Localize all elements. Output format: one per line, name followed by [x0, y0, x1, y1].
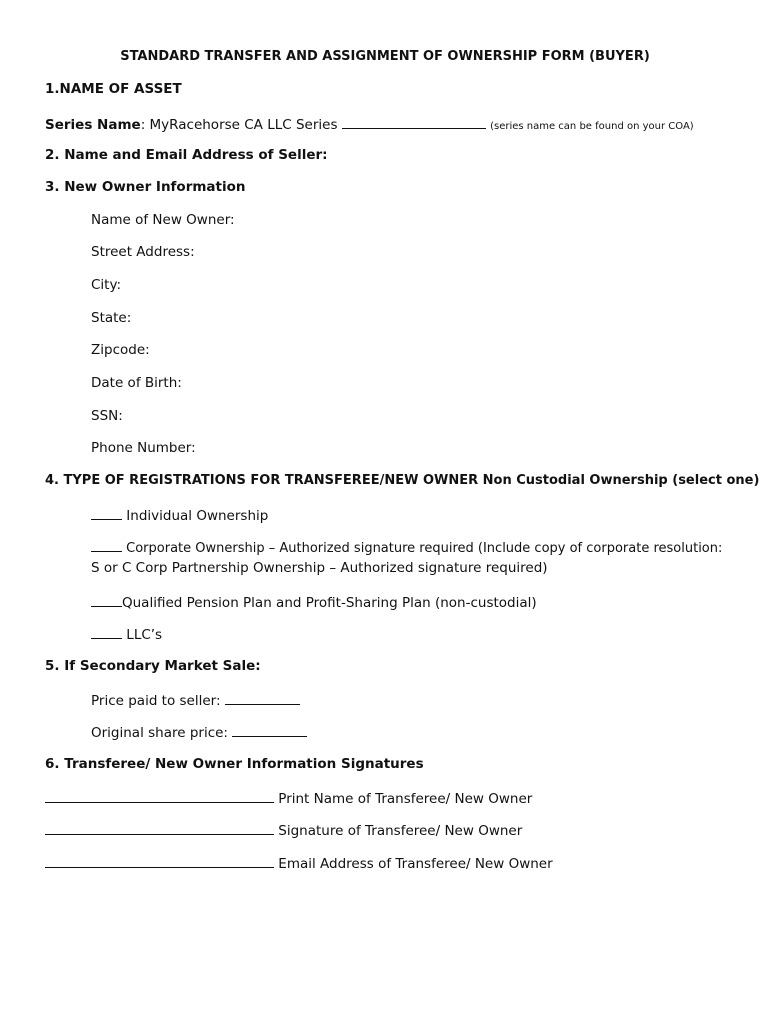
- option-individual-label: Individual Ownership: [126, 508, 269, 524]
- field-state: State:: [91, 310, 132, 326]
- option-corporate: [91, 537, 722, 558]
- option-pension-blank[interactable]: [91, 592, 122, 607]
- signature-line-signature: [45, 820, 522, 840]
- print-name-label: Print Name of Transferee/ New Owner: [278, 791, 533, 807]
- email-label: Email Address of Transferee/ New Owner: [278, 856, 553, 872]
- original-price-blank[interactable]: [232, 722, 307, 737]
- price-paid-row: [91, 690, 300, 710]
- series-name-text: : MyRacehorse CA LLC Series: [140, 117, 338, 133]
- section-4-heading: 4. TYPE OF REGISTRATIONS FOR TRANSFEREE/NEW OWNER Non Custodial Ownership (select one): [45, 473, 760, 488]
- signature-line-email: [45, 853, 553, 873]
- option-llc-label: LLC’s: [126, 627, 163, 643]
- field-city: City:: [91, 277, 122, 293]
- signature-label: Signature of Transferee/ New Owner: [278, 823, 523, 839]
- original-price-label: Original share price:: [91, 725, 228, 741]
- series-name-row: [45, 114, 694, 136]
- field-zipcode: Zipcode:: [91, 342, 150, 358]
- option-individual-blank[interactable]: [91, 505, 122, 520]
- option-individual: [91, 505, 268, 525]
- section-2-heading: 2. Name and Email Address of Seller:: [45, 147, 328, 163]
- series-name-label: Series Name: [45, 117, 141, 133]
- series-name-blank[interactable]: [342, 114, 486, 129]
- field-street-address: Street Address:: [91, 244, 195, 260]
- original-price-row: [91, 722, 307, 742]
- series-name-note: (series name can be found on your COA): [490, 121, 694, 132]
- signature-blank[interactable]: [45, 820, 274, 835]
- signature-line-print-name: [45, 788, 532, 808]
- option-corporate-continuation: S or C Corp Partnership Ownership – Authorized signature required): [91, 560, 548, 576]
- section-6-heading: 6. Transferee/ New Owner Information Signatures: [45, 756, 424, 772]
- option-pension-label: Qualified Pension Plan and Profit-Sharing Plan (non-custodial): [122, 595, 537, 611]
- section-1-heading: 1.NAME OF ASSET: [45, 81, 182, 97]
- option-pension: [91, 592, 537, 612]
- form-title: STANDARD TRANSFER AND ASSIGNMENT OF OWNERSHIP FORM (BUYER): [120, 49, 650, 64]
- email-blank[interactable]: [45, 853, 274, 868]
- option-corporate-label: Corporate Ownership – Authorized signature required (Include copy of corporate resolution:: [126, 541, 723, 556]
- option-llc-blank[interactable]: [91, 624, 122, 639]
- field-ssn: SSN:: [91, 408, 123, 424]
- field-phone-number: Phone Number:: [91, 440, 196, 456]
- price-paid-blank[interactable]: [225, 690, 300, 705]
- section-5-heading: 5. If Secondary Market Sale:: [45, 658, 261, 674]
- section-3-heading: 3. New Owner Information: [45, 179, 246, 195]
- field-date-of-birth: Date of Birth:: [91, 375, 182, 391]
- print-name-blank[interactable]: [45, 788, 274, 803]
- option-corporate-blank[interactable]: [91, 537, 122, 552]
- field-name-of-new-owner: Name of New Owner:: [91, 212, 235, 228]
- option-llc: [91, 624, 162, 644]
- price-paid-label: Price paid to seller:: [91, 693, 221, 709]
